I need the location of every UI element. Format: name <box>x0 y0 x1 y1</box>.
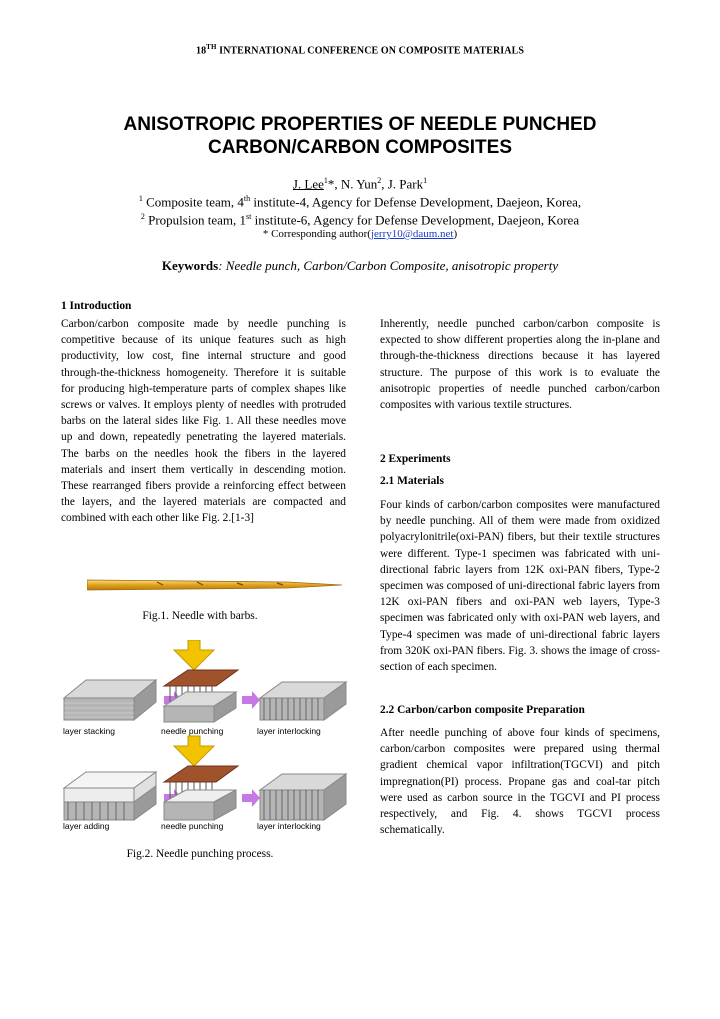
paper-title: ANISOTROPIC PROPERTIES OF NEEDLE PUNCHED CARBON/CARBON COMPOSITES <box>123 114 597 158</box>
layer-stack-block <box>64 680 156 720</box>
conference-header: 18TH INTERNATIONAL CONFERENCE ON COMPOSITE MATERIALS <box>195 43 525 57</box>
label-layer-interlocking-2: layer interlocking <box>257 821 321 831</box>
preparation-heading: 2.2 Carbon/carbon composite Preparation <box>380 704 585 716</box>
email-link[interactable]: jerry10@daum.net <box>370 228 454 240</box>
label-layer-adding: layer adding <box>63 821 110 831</box>
author-list: J. Lee$^1$*, N. Yun$^2$, J. Park$^1$ <box>292 176 428 192</box>
materials-heading: 2.1 Materials <box>380 475 444 487</box>
author-3: J. Park <box>387 176 424 192</box>
label-layer-stacking: layer stacking <box>63 726 115 736</box>
author-1: J. Lee <box>292 176 324 192</box>
needle-figure <box>87 570 349 600</box>
affiliation-1: $^1$ Composite team, 4th institute-4, Agency for Defense Development, Daejeon, Korea, <box>138 194 582 210</box>
fig1-caption: Fig.1. Needle with barbs. <box>142 610 258 622</box>
intro-heading: 1 Introduction <box>61 300 132 312</box>
punch-block-2 <box>164 736 238 820</box>
process-arrow-4 <box>242 789 260 807</box>
interlock-block-1 <box>260 682 346 720</box>
intro-continued: Inherently, needle punched carbon/carbon composite is expected to show different properties along the in-plane and through-the-thickness directions because it has layered structure. The purpose of this work is to evaluate the anisotropic properties of needle punched carbon/carbon composites with various textile structures. <box>380 318 660 412</box>
author-2: N. Yun <box>340 176 378 192</box>
label-layer-interlocking-1: layer interlocking <box>257 726 321 736</box>
layer-add-block <box>64 772 156 820</box>
interlock-block-2 <box>260 774 346 820</box>
keywords: Keywords: Needle punch, Carbon/Carbon Composite, anisotropic property <box>161 258 559 273</box>
corresponding-author: * Corresponding author(jerry10@daum.net) <box>262 228 458 240</box>
punch-block-1 <box>164 640 238 722</box>
intro-text: Carbon/carbon composite made by needle punching is competitive because of its unique features such as high productivity, low cost, fine internal structure and good through-the-thickness homogeneity. Therefore it is suitable for producing high-temperature parts of complex shapes like screws or valves. It employs plenty of needles with protruded barbs on the lateral sides like Fig. 1. All these needles move up and down, repeatedly penetrating the layered materials. The barbs on the needles hook the fibers in the layered materials and insert them vertically in descending motion. These rearranged fibers provide a reinforcing effect between the layers, and the layered materials are compacted and combined with each other like Fig. 2.[1-3] <box>61 318 346 525</box>
fig2-caption: Fig.2. Needle punching process. <box>126 848 274 860</box>
needle-punching-figure <box>60 640 350 835</box>
process-arrow-2 <box>242 691 260 709</box>
needle-shaft <box>87 580 342 590</box>
materials-text: Four kinds of carbon/carbon composites were manufactured by needle punching. All of them were made from oxidized polyacrylonitrile(oxi-PAN) fibers, but their textile structures were different. Type-1 specimen was fabricated with uni-directional fabric layers from 12K oxi-PAN fibers, Type-2 specimen was composed of uni-directional fabric layers from 12K oxi-PAN fibers and oxi-PAN web layers, Type-3 specimen was fabricated only with oxi-PAN web layers, and Type-4 specimen was made of uni-directional fabric layers from 320K oxi-PAN fibers. Fig. 3. shows the image of cross-section of each specimen. <box>380 499 660 674</box>
label-needle-punching-2: needle punching <box>161 821 224 831</box>
affiliation-2: $^2$ Propulsion team, 1st institute-6, Agency for Defense Development, Daejeon, Korea <box>140 212 580 228</box>
experiments-heading: 2 Experiments <box>380 453 451 465</box>
preparation-text: After needle punching of above four kinds of specimens, carbon/carbon composites were prepared using thermal gradient chemical vapor infiltration(TGCVI) and pitch impregnation(PI) process. Propane gas and coal-tar pitch were used as carbon source in the TGCVI and PI process respectively, and Fig. 4. shows TGCVI process schematically. <box>380 727 660 837</box>
label-needle-punching-1: needle punching <box>161 726 224 736</box>
